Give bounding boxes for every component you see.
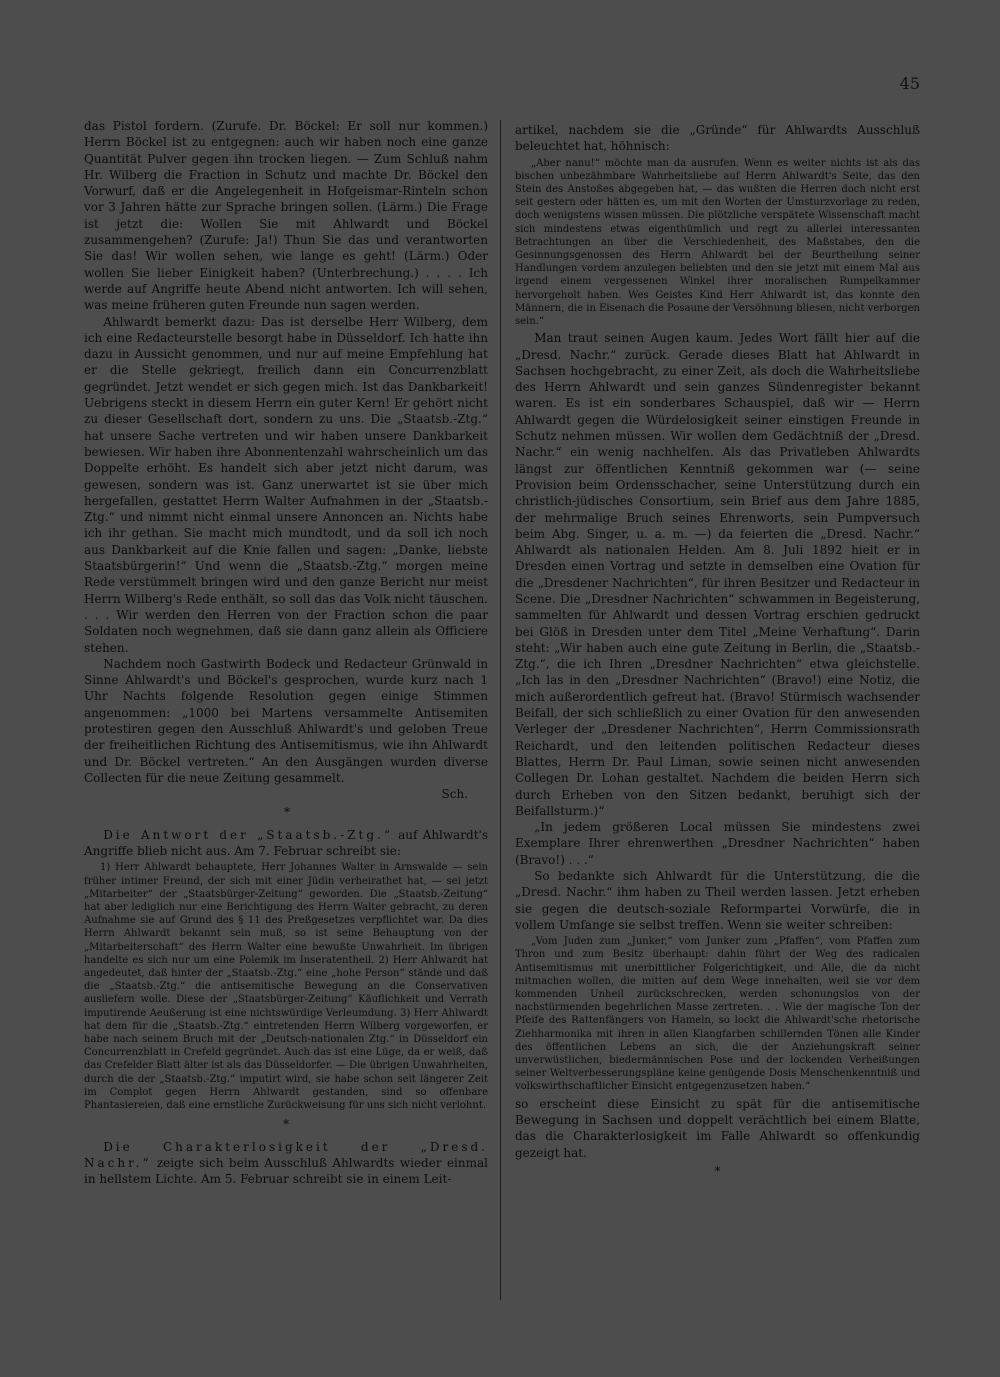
section-lead <box>84 827 488 860</box>
paragraph: artikel, nachdem sie die „Gründe“ für Ahlwardts Ausschluß beleuchtet hat, höhnisch: <box>515 123 920 154</box>
signature: Sch. <box>441 787 468 802</box>
section-separator: * <box>714 1163 721 1178</box>
section-separator: * <box>284 805 290 820</box>
spaced-heading: Die Charakterlosigkeit der „Dresd. Nachr.“ <box>84 1139 488 1170</box>
quoted-block: 1) Herr Ahlwardt behauptete, Herr Johannes Walter in Arnswalde — sein früher intimer Freund, der sich mit einer Jüdin verheirathet hat, — sei jetzt „Mitarbeiter“ der „Staatsbürger-Zeitung“ geworden. Die „Staatsb.-Zeitung“ hat aber lediglich nur eine Berichtigung des Herrn Walter gebracht, zu deren Aufnahme sie auf Grund des § 11 des Preßgesetzes verpflichtet war. Da dies Herrn Ahlwardt bekannt sein muß, so ist seine Behauptung von der „Mitarbeiterschaft“ des Herrn Walter eine bewußte Unwahrheit. Im übrigen handelte es sich nur um eine Polemik im Inseratentheil. 2) Herr Ahlwardt hat angedeutet, daß hinter der „Staatsb.-Ztg.“ eine „hohe Person“ stände und daß die „Staatsb.-Ztg.“ die antisemitische Bewegung an die Conservativen ausliefern wolle. Diese der „Staatsbürger-Zeitung“ Käuflichkeit und Verrath imputirende Aeußerung ist eine nichtswürdige Verleumdung. 3) Herr Ahlwardt hat dem für die „Staatsb.-Ztg.“ eintretenden Herrn Wilberg vorgeworfen, er habe nach seinem Bruch mit der „Deutsch-nationalen Ztg.“ in Düsseldorf ein Concurrenzblatt in Crefeld gegründet. Auch das ist eine Lüge, da er weiß, daß das Crefelder Blatt älter ist als das Düsseldorfer. — Die übrigen Unwahrheiten, durch die der „Staatsb.-Ztg.“ imputirt wird, sie habe schon seit längerer Zeit im Complot gegen Herrn Ahlwardt gestanden, sind so offenbare Phantasiereien, daß eine ernstliche Zurückweisung für uns sich nicht verlohnt. <box>84 862 488 1112</box>
quoted-block: „Vom Juden zum „Junker,“ vom Junker zum „Pfaffen“, vom Pfaffen zum Thron und zum Besitz überhaupt: dahin führt der Weg des radicalen Antisemitismus mit unerbittlicher Folgerichtigkeit, und Alle, die da nicht mitmachen wollen, die mitten auf dem Wege innehalten, weil sie vor dem kommenden Unheil zurückschrecken, werden schonungslos von der nachstürmenden begehrlichen Masse zertreten. . . Wie der magische Ton der Pfeife des Rattenfängers von Hameln, so lockt die Ahlwardt'sche rhetorische Ziehharmonika mit ihren in allen Klangfarben schillernden Tönen alle Kinder des öffentlichen Lebens an sich, die der Anziehungskraft seiner unverwüstlichen, biedermännischen Pose und der lockenden Verheißungen seiner Weltverbesserungspläne keine genügende Dosis Menschenkenntniß und volkswirthschaftlicher Einsicht entgegenzusetzen haben.“ <box>515 936 920 1093</box>
quoted-block: „Aber nanu!“ möchte man da ausrufen. Wenn es weiter nichts ist als das bischen unbezähmbare Wahrheitsliebe auf Herrn Ahlwardt's Seite, das den Stein des Anstoßes abgegeben hat, — das wußten die Herren doch nicht erst seit gestern oder hätten es, um mit den Worten der Umsturzvorlage zu reden, doch wenigstens wissen müssen. Die plötzliche verspätete Wissenschaft macht sich mindestens etwas eigenthümlich und regt zu allerlei interessanten Betrachtungen an über die Verschiedenheit, des Maßstabes, den die Gesinnungsgenossen des Herrn Ahlwardt bei der Beurtheilung seiner Handlungen vordem anzulegen beliebten und den sie jetzt mit einem Mal aus irgend einem vergessenen Winkel ihrer moralischen Rumpelkammer hervorgeholt haben. Wes Geistes Kind Herr Ahlwardt ist, das konnte den Männern, die in Eisenach die Posaune der Versöhnung bliesen, nicht verborgen sein.“ <box>515 157 920 328</box>
paragraph: „In jedem größeren Local müssen Sie mindestens zwei Exemplare Ihrer ehrenwerthen „Dresdner Nachrichten“ haben (Bravo!) . . .“ <box>515 820 920 867</box>
paragraph: so erscheint diese Einsicht zu spät für die antisemitische Bewegung in Sachsen und doppelt verächtlich bei einem Blatte, das die Charakterlosigkeit im Falle Ahlwardt so offenkundig gezeigt hat. <box>515 1096 920 1160</box>
spaced-heading: Die Antwort der „Staatsb.-Ztg.“ <box>103 827 393 842</box>
paragraph: Nachdem noch Gastwirth Bodeck und Redacteur Grünwald in Sinne Ahlwardt's und Böckel's gesprochen, wurde kurz nach 1 Uhr Nachts folgende Resolution gegen einige Stimmen angenommen: „1000 bei Martens versammelte Antisemiten protestiren gegen den Ausschluß Ahlwardt's und geloben Treue der freiheitlichen Richtung des Antisemitismus, wie ihn Ahlwardt und Dr. Böckel vertreten.“ An den Ausgängen wurden diverse Collecten für die neue Zeitung gesammelt. <box>84 656 488 785</box>
lead-text: auf Ahlwardt's Angriffe blieb nicht aus. Am 7. Februar schreibt sie: <box>84 827 489 859</box>
right-column <box>515 122 920 1181</box>
paragraph: Ahlwardt bemerkt dazu: Das ist derselbe Herr Wilberg, dem ich eine Redacteurstelle besorgt habe in Düsseldorf. Ich hatte ihn dazu in Aussicht genommen, und nur auf meine Empfehlung hat er die Stelle gekriegt, freilich dann ein Concurrenzblatt gegründet. Jetzt wendet er sich gegen mich. Ist das Dankbarkeit! Uebrigens steckt in diesem Herrn ein guter Kern! Er gehört nicht zu dieser Gesellschaft dort, sondern zu uns. Die „Staatsb.-Ztg.“ hat unsere Sache vertreten und wir haben unsere Dankbarkeit bewiesen. Wir haben ihre Abonnentenzahl wahrscheinlich um das Doppelte erhöht. Es handelt sich aber jetzt nicht darum, was gewesen, sondern was ist. Ganz unerwartet ist sie über mich hergefallen, gestattet Herrn Walter Aufnahmen in der „Staatsb.-Ztg.“ und nimmt nicht einmal unsere Annoncen an. Nichts habe ich ihr gethan. Sie macht mich mundtodt, und da soll ich noch aus Dankbarkeit auf die Knie fallen und sagen: „Danke, liebste Staatsbürgerin!“ Und wenn die „Staatsb.-Ztg.“ morgen meine Rede verstümmelt bringen wird und den ganze Bericht nur meist Herrn Wilberg's Rede enthält, so soll das das Volk nicht täuschen. . . . Wir werden den Herren von der Fraction schon die paar Soldaten noch wegnehmen, daß sie dann ganz allein als Officiere stehen. <box>84 314 488 655</box>
left-column <box>84 118 488 1187</box>
section-separator: * <box>283 1117 289 1132</box>
section-lead <box>84 1139 488 1188</box>
column-rule <box>500 120 501 1300</box>
paragraph: Man traut seinen Augen kaum. Jedes Wort fällt hier auf die „Dresd. Nachr.“ zurück. Gerade dieses Blatt hat Ahlwardt in Sachsen hochgebracht, zu einer Zeit, als doch die Wahrheitsliebe des Herrn Ahlwardt und sein ganzes Sündenregister bekannt waren. Es ist ein sonderbares Schauspiel, daß wir — Herrn Ahlwardt gegen die Würdelosigkeit seiner einstigen Freunde in Schutz nehmen müssen. Wir wollen dem Gedächtniß der „Dresd. Nachr.“ ein wenig nachhelfen. Als das Privatleben Ahlwardts längst zur öffentlichen Kenntniß gekommen war (— seine Provision beim Ordensschacher, seine Unterstützung durch ein christlich-jüdisches Consortium, sein Brief aus dem Jahre 1885, der mehrmalige Bruch seines Ehrenworts, sein Pumpversuch beim Abg. Singer, u. a. m. —) da feierten die „Dresd. Nachr.“ Ahlwardt als nationalen Helden. Am 8. Juli 1892 hielt er in Dresden einen Vortrag und setzte in demselben eine Ovation für die „Dresdener Nachrichten“, für ihren Besitzer und Redacteur in Scene. Die „Dresdner Nachrichten“ schwammen in Begeisterung, sammelten für Ahlwardt und dessen Vortrag erschien gedruckt bei Glöß in Dresden unter dem Titel „Meine Verhaftung“. Darin steht: „Wir haben auch eine gute Zeitung in Berlin, die „Staatsb.-Ztg.“, die ich Ihren „Dresdner Nachrichten“ etwa gleichstelle. „Ich las in den „Dresdner Nachrichten“ (Bravo!) eine Notiz, die mich außerordentlich gefreut hat. (Bravo! Stürmisch wachsender Beifall, der sich schließlich zu einer Ovation für den anwesenden Verleger der „Dresdener Nachrichten“, Herrn Commissionsrath Reichardt, und den leitenden politischen Redacteur dieses Blattes, Herrn Dr. Paul Liman, sowie seinen nicht anwesenden Collegen Dr. Lohan gestaltet. Nachdem die beiden Herrn sich durch Erheben von den Sitzen bedankt, beruhigt sich der Beifallsturm.)“ <box>515 331 920 818</box>
page-number: 45 <box>899 74 920 93</box>
lead-text: zeigte sich beim Ausschluß Ahlwardts wieder einmal in hellstem Lichte. Am 5. Februar schreibt sie in einem Leit- <box>84 1155 488 1187</box>
paragraph: So bedankte sich Ahlwardt für die Unterstützung, die die „Dresd. Nachr.“ ihm haben zu Theil werden lassen. Jetzt erheben sie gegen die deutsch-soziale Reformpartei Vorwürfe, die in vollem Umfange sie selbst treffen. Wenn sie weiter schreiben: <box>515 869 920 932</box>
paragraph: das Pistol fordern. (Zurufe. Dr. Böckel: Er soll nur kommen.) Herrn Böckel ist zu entgegnen: auch wir haben noch eine ganze Quantität Pulver gegen ihn trocken liegen. — Zum Schluß nahm Hr. Wilberg die Fraction in Schutz und machte Dr. Böckel den Vorwurf, daß er die Angelegenheit in Hofgeismar-Rinteln schon vor 3 Jahren hätte zur Sprache bringen sollen. (Lärm.) Die Frage ist jetzt die: Wollen Sie mit Ahlwardt und Böckel zusammengehen? (Zurufe: Ja!) Thun Sie das und verantworten Sie das! Wir wollen sehen, wie lange es geht! (Lärm.) Oder wollen Sie lieber Einigkeit haben? (Unterbrechung.) . . . . Ich werde auf Angriffe heute Abend nicht antworten. Ich will sehen, was meine früheren guten Freunde nun sagen werden. <box>84 119 488 313</box>
